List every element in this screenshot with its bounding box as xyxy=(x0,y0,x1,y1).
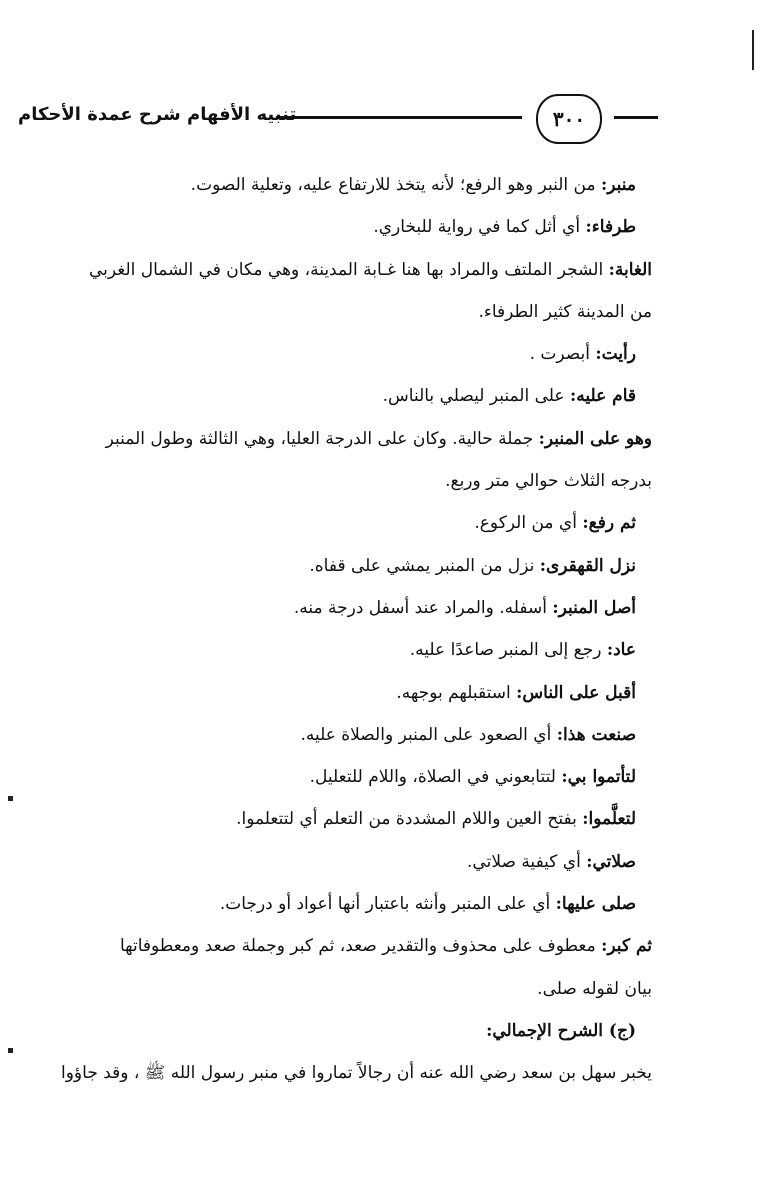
text-line xyxy=(36,883,636,925)
definition: لتتابعوني في الصلاة، واللام للتعليل. xyxy=(309,767,562,788)
definition: أي الصعود على المنبر والصلاة عليه. xyxy=(300,724,557,745)
definition: أي كيفية صلاتي. xyxy=(467,851,587,872)
text-line xyxy=(36,968,652,1010)
page-header xyxy=(18,94,718,146)
term: وهو على المنبر: xyxy=(538,428,652,449)
text-line xyxy=(36,460,652,502)
running-title: تنبيه الأفهام شرح عمدة الأحكام xyxy=(18,104,297,125)
definition: معطوف على محذوف والتقدير صعد، ثم كبر وجملة صعد ومعطوفاتها xyxy=(119,936,602,957)
definition: رجع إلى المنبر صاعدًا عليه. xyxy=(409,640,607,661)
text-line xyxy=(36,333,636,375)
definition: بيان لقوله صلى. xyxy=(537,978,652,999)
text-line xyxy=(36,164,636,206)
text-line xyxy=(36,375,636,417)
definition: نزل من المنبر يمشي على قفاه. xyxy=(309,555,540,576)
page-number: ٣٠٠ xyxy=(536,94,602,144)
term: الغابة: xyxy=(608,259,652,280)
text-line xyxy=(36,629,636,671)
definition: أي على المنبر وأنثه باعتبار أنها أعواد أو درجات. xyxy=(219,894,556,915)
header-rule-right xyxy=(614,116,658,119)
term: طرفاء: xyxy=(585,217,636,238)
definition: استقبلهم بوجهه. xyxy=(396,682,517,703)
definition: بدرجه الثلاث حوالي متر وربع. xyxy=(445,471,652,492)
term: ثم كبر: xyxy=(601,936,652,957)
term: أقبل على الناس: xyxy=(516,682,636,703)
page-body xyxy=(36,164,652,1095)
definition: أبصرت . xyxy=(529,344,596,365)
term: لتعلَّموا: xyxy=(582,809,636,830)
text-line xyxy=(36,502,636,544)
term: عاد: xyxy=(606,640,636,661)
text-line xyxy=(36,418,652,460)
term: صلاتي: xyxy=(586,851,636,872)
definition: أي من الركوع. xyxy=(474,513,583,534)
text-line xyxy=(36,714,636,756)
header-rule-left xyxy=(276,116,522,119)
term: (ج) الشرح الإجمالي: xyxy=(486,1020,636,1041)
section-heading xyxy=(36,1010,636,1052)
definition: الشجر الملتف والمراد بها هنا غـابة المدينة، وهي مكان في الشمال الغربي xyxy=(88,259,609,280)
definition: من المدينة كثير الطرفاء. xyxy=(478,301,652,322)
term: نزل القهقرى: xyxy=(539,555,636,576)
text-line xyxy=(36,291,652,333)
definition: على المنبر ليصلي بالناس. xyxy=(382,386,570,407)
term: رأيت: xyxy=(595,344,636,365)
definition: من النبر وهو الرفع؛ لأنه يتخذ للارتفاع عليه، وتعلية الصوت. xyxy=(190,175,601,195)
term: صلى عليها: xyxy=(555,894,636,915)
term: ثم رفع: xyxy=(582,513,636,534)
definition: يخبر سهل بن سعد رضي الله عنه أن رجالاً تماروا في منبر رسول الله ﷺ ، وقد جاؤوا xyxy=(61,1063,652,1084)
definition: أسفله. والمراد عند أسفل درجة منه. xyxy=(293,597,553,618)
text-line xyxy=(36,1052,652,1094)
term: صنعت هذا: xyxy=(556,724,636,745)
term: منبر: xyxy=(600,175,636,195)
definition: جملة حالية. وكان على الدرجة العليا، وهي الثالثة وطول المنبر xyxy=(105,428,539,449)
term: لتأتموا بي: xyxy=(561,767,636,788)
text-line xyxy=(36,925,652,967)
text-line xyxy=(36,206,636,248)
term: قام عليه: xyxy=(569,386,636,407)
text-line xyxy=(36,672,636,714)
page-edge-mark xyxy=(752,30,754,70)
term: أصل المنبر: xyxy=(552,597,636,618)
definition: بفتح العين واللام المشددة من التعلم أي لتتعلموا. xyxy=(236,809,583,830)
text-line xyxy=(36,798,636,840)
text-line xyxy=(36,249,652,291)
text-line xyxy=(36,756,636,798)
text-line xyxy=(36,841,636,883)
margin-dot xyxy=(8,1048,13,1053)
text-line xyxy=(36,587,636,629)
text-line xyxy=(36,545,636,587)
margin-dot xyxy=(8,796,13,801)
definition: أي أثل كما في رواية للبخاري. xyxy=(373,217,586,238)
